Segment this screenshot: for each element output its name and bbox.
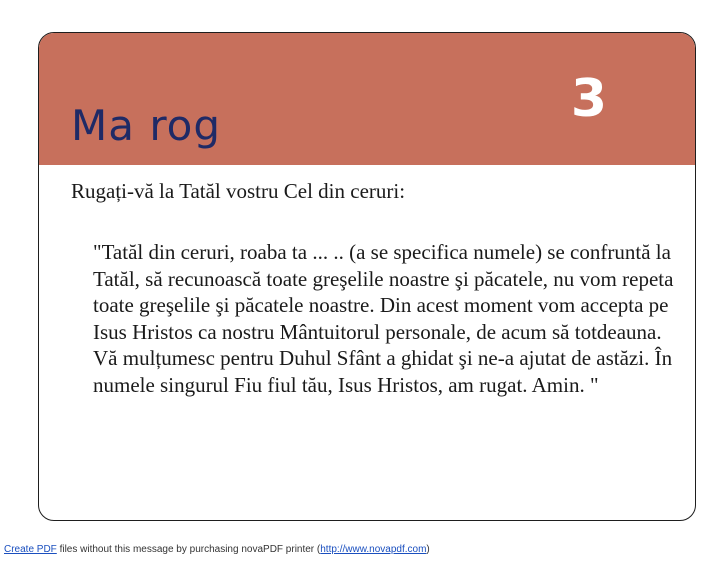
slide-title: Ma rog — [71, 101, 222, 150]
intro-text: Rugați-vă la Tatăl vostru Cel din ceruri: — [71, 179, 406, 203]
footer-close-paren: ) — [426, 544, 430, 555]
create-pdf-link[interactable]: Create PDF — [4, 544, 57, 555]
footer-message: files without this message by purchasing novaPDF printer ( — [56, 544, 321, 555]
slide-frame — [38, 32, 696, 521]
pdf-footer — [4, 544, 430, 555]
header-band — [39, 33, 695, 165]
prayer-text: "Tatăl din ceruri, roaba ta ... .. (a se specifica numele) se confruntă la Tatăl, să recunoască toate greşelile noastre şi păcatele, nu vom repeta toate greşelile şi păcatele noastre. Din acest moment vom accepta pe Isus Hristos ca nostru Mântuitorul personale, de acum să totdeauna. Vă mulțumesc pentru Duhul Sfânt a ghidat şi ne-a ajutat de astăzi. În numele singurul Fiu fiul tău, Isus Hristos, am rugat. Amin. " — [93, 240, 674, 397]
novapdf-url-link[interactable]: http://www.novapdf.com — [320, 544, 427, 555]
slide-number: 3 — [570, 69, 607, 129]
